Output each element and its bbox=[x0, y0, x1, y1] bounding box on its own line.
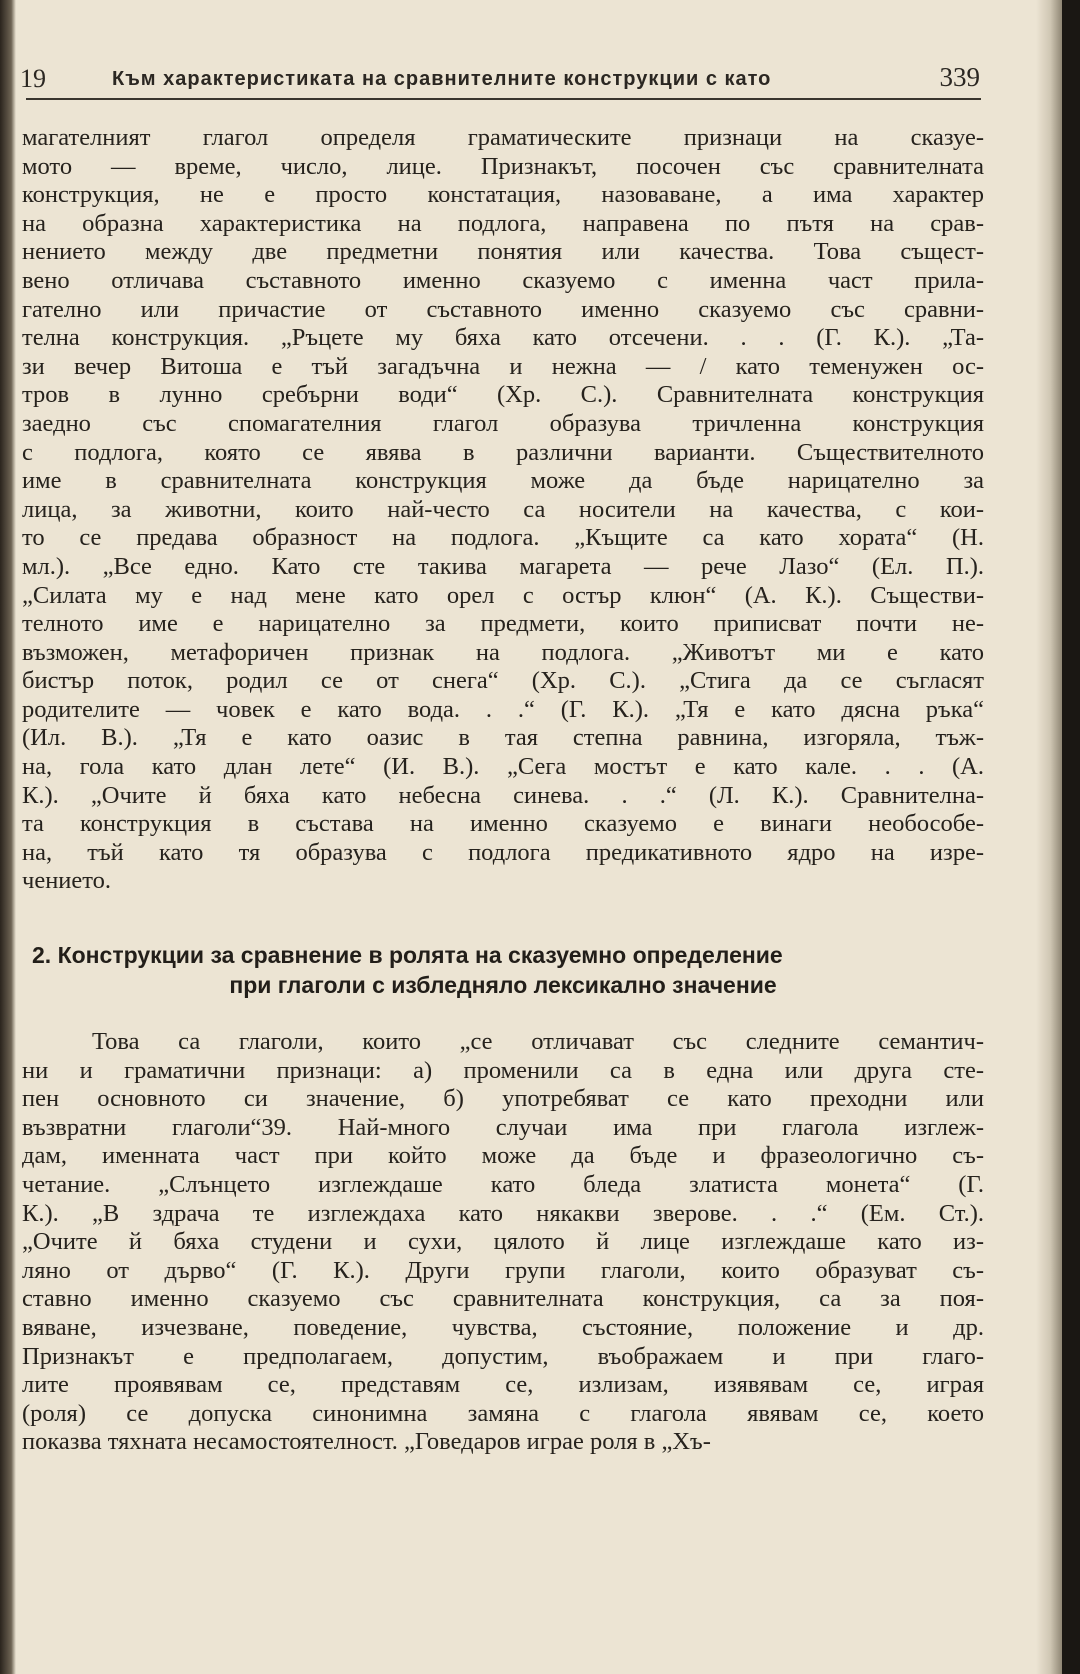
text-line: Признакът е предполагаем, допустим, въображаем и при глаго- bbox=[22, 1342, 984, 1370]
text-line: родителите — човек е като вода. . .“ (Г. К.). „Тя е като дясна ръка“ bbox=[22, 695, 984, 723]
text-line: пен основното си значение, б) употребяват се като преходни или bbox=[22, 1085, 984, 1113]
paragraph-1 bbox=[22, 124, 984, 896]
text-line: име в сравнителната конструкция може да бъде нарицателно за bbox=[22, 467, 984, 495]
text-line: гателно или причастие от съставното именно сказуемо със сравни- bbox=[22, 295, 984, 323]
text-line: „Силата му е над мене като орел с остър клюн“ (А. К.). Съществи- bbox=[22, 581, 984, 609]
text-line: то се предава образност на подлога. „Къщите са като хората“ (Н. bbox=[22, 524, 984, 552]
text-line: лица, за животни, които най-често са носители на качества, с кои- bbox=[22, 495, 984, 523]
text-line: телна конструкция. „Ръцете му бяха като отсечени. . . (Г. К.). „Та- bbox=[22, 324, 984, 352]
text-line: тров в лунно сребърни води“ (Хр. С.). Сравнителната конструкция bbox=[22, 381, 984, 409]
text-line: зи вечер Витоша е тъй загадъчна и нежна — / като теменужен ос- bbox=[22, 352, 984, 380]
text-line: (роля) се допуска синонимна замяна с глагола явявам се, което bbox=[22, 1399, 984, 1427]
text-line: телното име е нарицателно за предмети, които приписват почти не- bbox=[22, 610, 984, 638]
text-line: на, гола като длан лете“ (И. В.). „Сега мостът е като кале. . . (А. bbox=[22, 753, 984, 781]
text-line: възможен, метафоричен признак на подлога. „Животът ми е като bbox=[22, 638, 984, 666]
text-line: лите проявявам се, представям се, излизам, изявявам се, играя bbox=[22, 1371, 984, 1399]
text-line: бистър поток, родил се от снега“ (Хр. С.). „Стига да се съгласят bbox=[22, 667, 984, 695]
previous-page-number-fragment: 19 bbox=[20, 64, 46, 93]
section-heading-line-2: при глаголи с избледняло лексикално значение bbox=[229, 972, 777, 999]
text-line: ни и граматични признаци: а) променили са в една или друга сте- bbox=[22, 1056, 984, 1084]
page-number: 339 bbox=[939, 62, 980, 92]
header-rule bbox=[26, 98, 981, 100]
spacer bbox=[22, 896, 984, 940]
book-spine-shadow bbox=[0, 0, 16, 1674]
text-line: възвратни глаголи“39. Най-много случаи има при глагола изглеж- bbox=[22, 1113, 984, 1141]
section-heading-line-1: 2. Конструкции за сравнение в ролята на сказуемно определение bbox=[32, 942, 783, 969]
text-line: чението. bbox=[22, 867, 112, 895]
text-line: (Ил. В.). „Тя е като оазис в тая степна равнина, изгоряла, тъж- bbox=[22, 724, 984, 752]
text-line: К.). „Очите й бяха като небесна синева. . .“ (Л. К.). Сравнителна- bbox=[22, 781, 984, 809]
text-line: мл.). „Все едно. Като сте такива магарета — рече Лазо“ (Ел. П.). bbox=[22, 552, 984, 580]
running-header bbox=[20, 58, 980, 98]
text-line: дам, именната част при който може да бъде и фразеологично съ- bbox=[22, 1142, 984, 1170]
text-line: вяване, изчезване, поведение, чувства, състояние, положение и др. bbox=[22, 1313, 984, 1341]
text-line: ляно от дърво“ (Г. К.). Други групи глаголи, които образуват съ- bbox=[22, 1256, 984, 1284]
page-body bbox=[22, 124, 984, 1457]
text-line: „Очите й бяха студени и сухи, цялото й лице изглеждаше като из- bbox=[22, 1228, 984, 1256]
page-edge-shadow bbox=[1036, 0, 1062, 1674]
paragraph-2 bbox=[22, 1028, 984, 1457]
text-line: ставно именно сказуемо със сравнителната конструкция, са за поя- bbox=[22, 1285, 984, 1313]
spacer bbox=[22, 1000, 984, 1028]
text-line: с подлога, която се явява в различни варианти. Съществителното bbox=[22, 438, 984, 466]
text-line: показва тяхната несамостоятелност. „Говедаров играе роля в „Хъ- bbox=[22, 1428, 711, 1456]
text-line: К.). „В здрача те изглеждаха като някакви зверове. . .“ (Ем. Ст.). bbox=[22, 1199, 984, 1227]
text-line: четание. „Слънцето изглеждаше като бледа златиста монета“ (Г. bbox=[22, 1171, 984, 1198]
text-line: заедно със спомагателния глагол образува тричленна конструкция bbox=[22, 409, 984, 437]
text-line: мото — време, число, лице. Признакът, посочен със сравнителната bbox=[22, 152, 984, 180]
text-line: нението между две предметни понятия или качества. Това същест- bbox=[22, 238, 984, 266]
text-line: магателният глагол определя граматическите признаци на сказуе- bbox=[22, 124, 984, 151]
text-line: конструкция, не е просто констатация, назоваване, а има характер bbox=[22, 181, 984, 209]
text-line: та конструкция в състава на именно сказуемо е винаги необособе- bbox=[22, 810, 984, 838]
text-line: на образна характеристика на подлога, направена по пътя на срав- bbox=[22, 209, 984, 237]
text-line: вено отличава съставното именно сказуемо с именна част прила- bbox=[22, 266, 984, 294]
running-title: Към характеристиката на сравнителните конструкции с като bbox=[112, 68, 772, 90]
text-line: Това са глаголи, които „се отличават със следните семантич- bbox=[92, 1028, 984, 1056]
text-line: на, тъй като тя образува с подлога предикативното ядро на изре- bbox=[22, 838, 984, 866]
